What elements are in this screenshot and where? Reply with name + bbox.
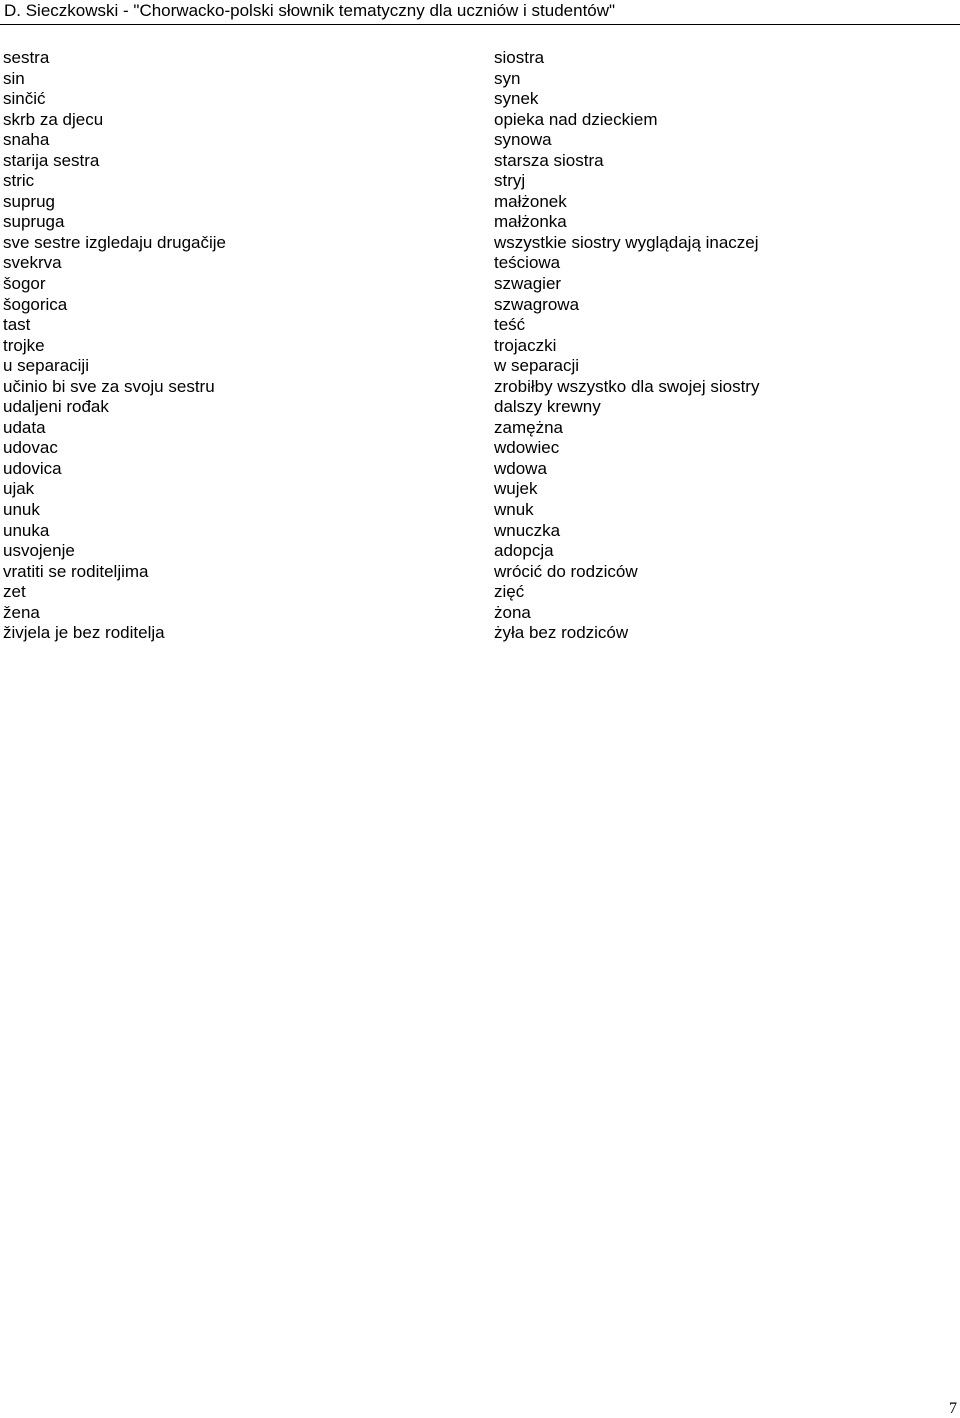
croatian-term: udovac — [3, 438, 58, 458]
croatian-term: unuka — [3, 520, 50, 540]
polish-term: szwagier — [494, 274, 562, 294]
croatian-column — [3, 48, 226, 644]
polish-term: wdowiec — [494, 438, 560, 458]
polish-column — [494, 48, 759, 644]
polish-term: małżonek — [494, 191, 567, 211]
croatian-term: supruga — [3, 212, 65, 232]
croatian-term: sinčić — [3, 89, 46, 109]
croatian-term: stric — [3, 171, 35, 191]
croatian-term: svekrva — [3, 253, 62, 273]
page-number: 7 — [949, 1400, 957, 1417]
croatian-term: žena — [3, 602, 40, 622]
polish-term: małżonka — [494, 212, 567, 232]
croatian-term: suprug — [3, 191, 55, 211]
polish-term: wujek — [494, 479, 538, 499]
croatian-term: starija sestra — [3, 150, 100, 170]
croatian-term: udaljeni rođak — [3, 397, 109, 417]
header-rule — [0, 24, 960, 25]
polish-term: teściowa — [494, 253, 561, 273]
croatian-term: tast — [3, 315, 31, 335]
polish-term: synowa — [494, 130, 552, 150]
polish-term: żona — [494, 602, 531, 622]
croatian-term: vratiti se roditeljima — [3, 561, 149, 581]
croatian-term: sin — [3, 68, 25, 88]
croatian-term: šogor — [3, 274, 46, 294]
croatian-term: udata — [3, 417, 46, 437]
page-header: D. Sieczkowski - "Chorwacko-polski słownik tematyczny dla uczniów i studentów" — [4, 1, 616, 20]
croatian-term: trojke — [3, 335, 45, 355]
polish-term: dalszy krewny — [494, 397, 601, 417]
polish-term: żyła bez rodziców — [494, 623, 629, 643]
croatian-term: udovica — [3, 458, 62, 478]
polish-term: wnuczka — [494, 520, 561, 540]
polish-term: syn — [494, 68, 521, 88]
croatian-term: sve sestre izgledaju drugačije — [3, 232, 227, 252]
polish-term: w separacji — [494, 356, 580, 376]
croatian-term: zet — [3, 582, 26, 602]
croatian-term: učinio bi sve za svoju sestru — [3, 376, 215, 396]
croatian-term: usvojenje — [3, 541, 75, 561]
croatian-term: u separaciji — [3, 356, 89, 376]
croatian-term: unuk — [3, 500, 40, 520]
croatian-term: živjela je bez roditelja — [3, 623, 165, 643]
polish-term: szwagrowa — [494, 294, 580, 314]
polish-term: zrobiłby wszystko dla swojej siostry — [494, 376, 760, 396]
croatian-term: ujak — [3, 479, 35, 499]
polish-term: trojaczki — [494, 335, 557, 355]
polish-term: stryj — [494, 171, 526, 191]
polish-term: starsza siostra — [494, 150, 604, 170]
polish-term: teść — [494, 315, 526, 335]
croatian-term: skrb za djecu — [3, 109, 104, 129]
croatian-term: sestra — [3, 48, 50, 67]
polish-term: siostra — [494, 48, 545, 67]
croatian-term: šogorica — [3, 294, 68, 314]
polish-term: opieka nad dzieckiem — [494, 109, 658, 129]
polish-term: synek — [494, 89, 539, 109]
polish-term: wnuk — [494, 500, 534, 520]
polish-term: wszystkie siostry wyglądają inaczej — [494, 232, 759, 252]
polish-term: zięć — [494, 582, 525, 602]
polish-term: adopcja — [494, 541, 554, 561]
polish-term: wdowa — [494, 458, 547, 478]
croatian-term: snaha — [3, 130, 50, 150]
polish-term: wrócić do rodziców — [494, 561, 638, 581]
polish-term: zamężna — [494, 417, 563, 437]
